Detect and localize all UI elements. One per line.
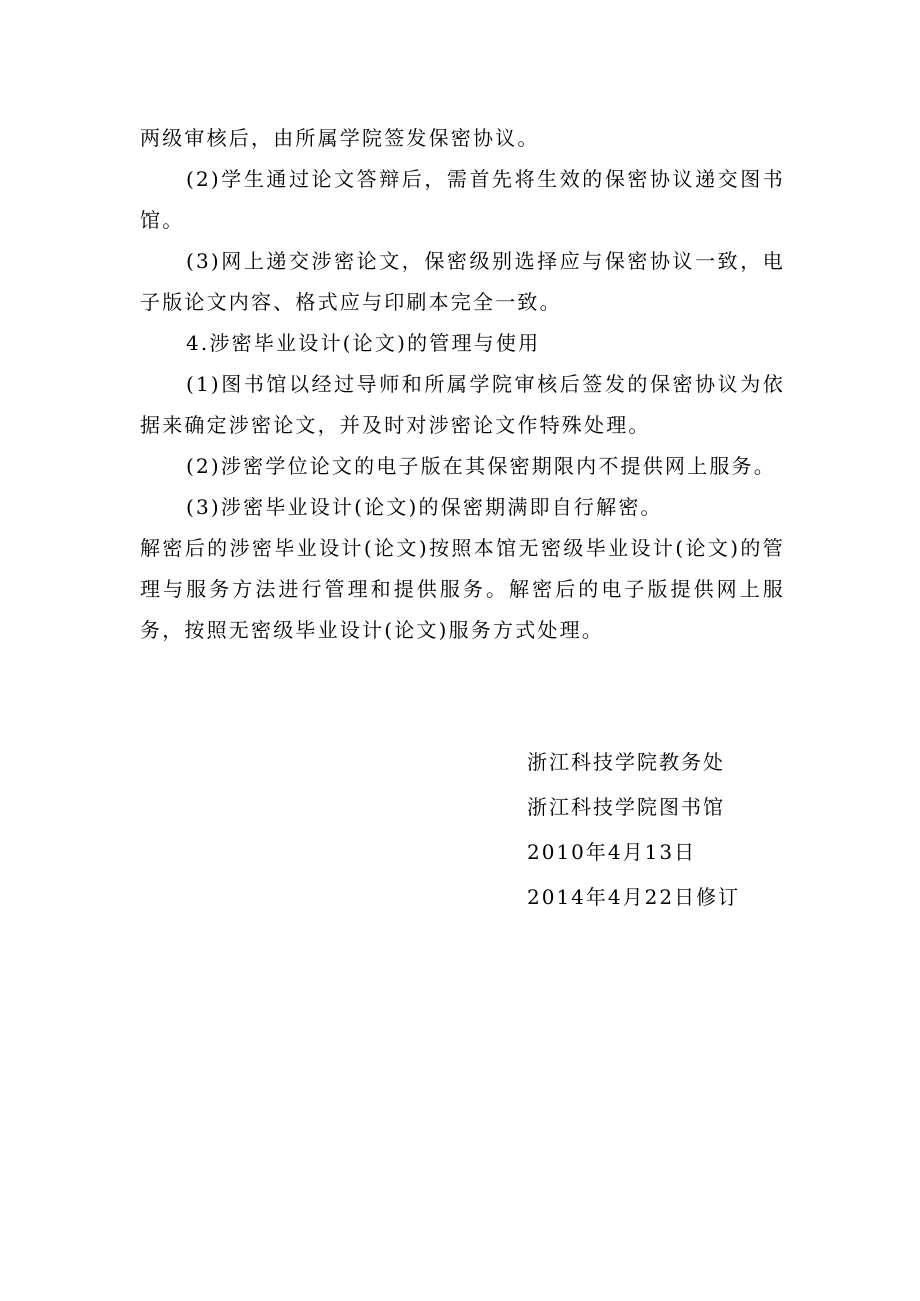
paragraph-item-4-1: (1)图书馆以经过导师和所属学院审核后签发的保密协议为依据来确定涉密论文，并及时对涉密论文作特殊处理。	[140, 372, 785, 437]
signature-org-library: 浙江科技学院图书馆	[527, 795, 725, 819]
paragraph-item-3-2: (2)学生通过论文答辩后，需首先将生效的保密协议递交图书馆。	[140, 167, 785, 232]
signature-org-academic-affairs: 浙江科技学院教务处	[527, 750, 725, 774]
section-heading-4: 4.涉密毕业设计(论文)的管理与使用	[186, 331, 541, 355]
signature-date-issued: 2010年4月13日	[527, 840, 697, 864]
paragraph-continuation: 两级审核后，由所属学院签发保密协议。	[140, 126, 540, 150]
document-body	[140, 118, 785, 651]
signature-block	[527, 740, 740, 920]
paragraph-item-4-2: (2)涉密学位论文的电子版在其保密期限内不提供网上服务。	[186, 454, 776, 478]
paragraph-item-4-3: (3)涉密毕业设计(论文)的保密期满即自行解密。	[186, 495, 663, 519]
paragraph-declassification: 解密后的涉密毕业设计(论文)按照本馆无密级毕业设计(论文)的管理与服务方法进行管理和提供服务。解密后的电子版提供网上服务，按照无密级毕业设计(论文)服务方式处理。	[140, 536, 785, 642]
signature-date-revised: 2014年4月22日修订	[527, 885, 741, 909]
paragraph-item-3-3: (3)网上递交涉密论文，保密级别选择应与保密协议一致，电子版论文内容、格式应与印刷本完全一致。	[140, 249, 785, 314]
